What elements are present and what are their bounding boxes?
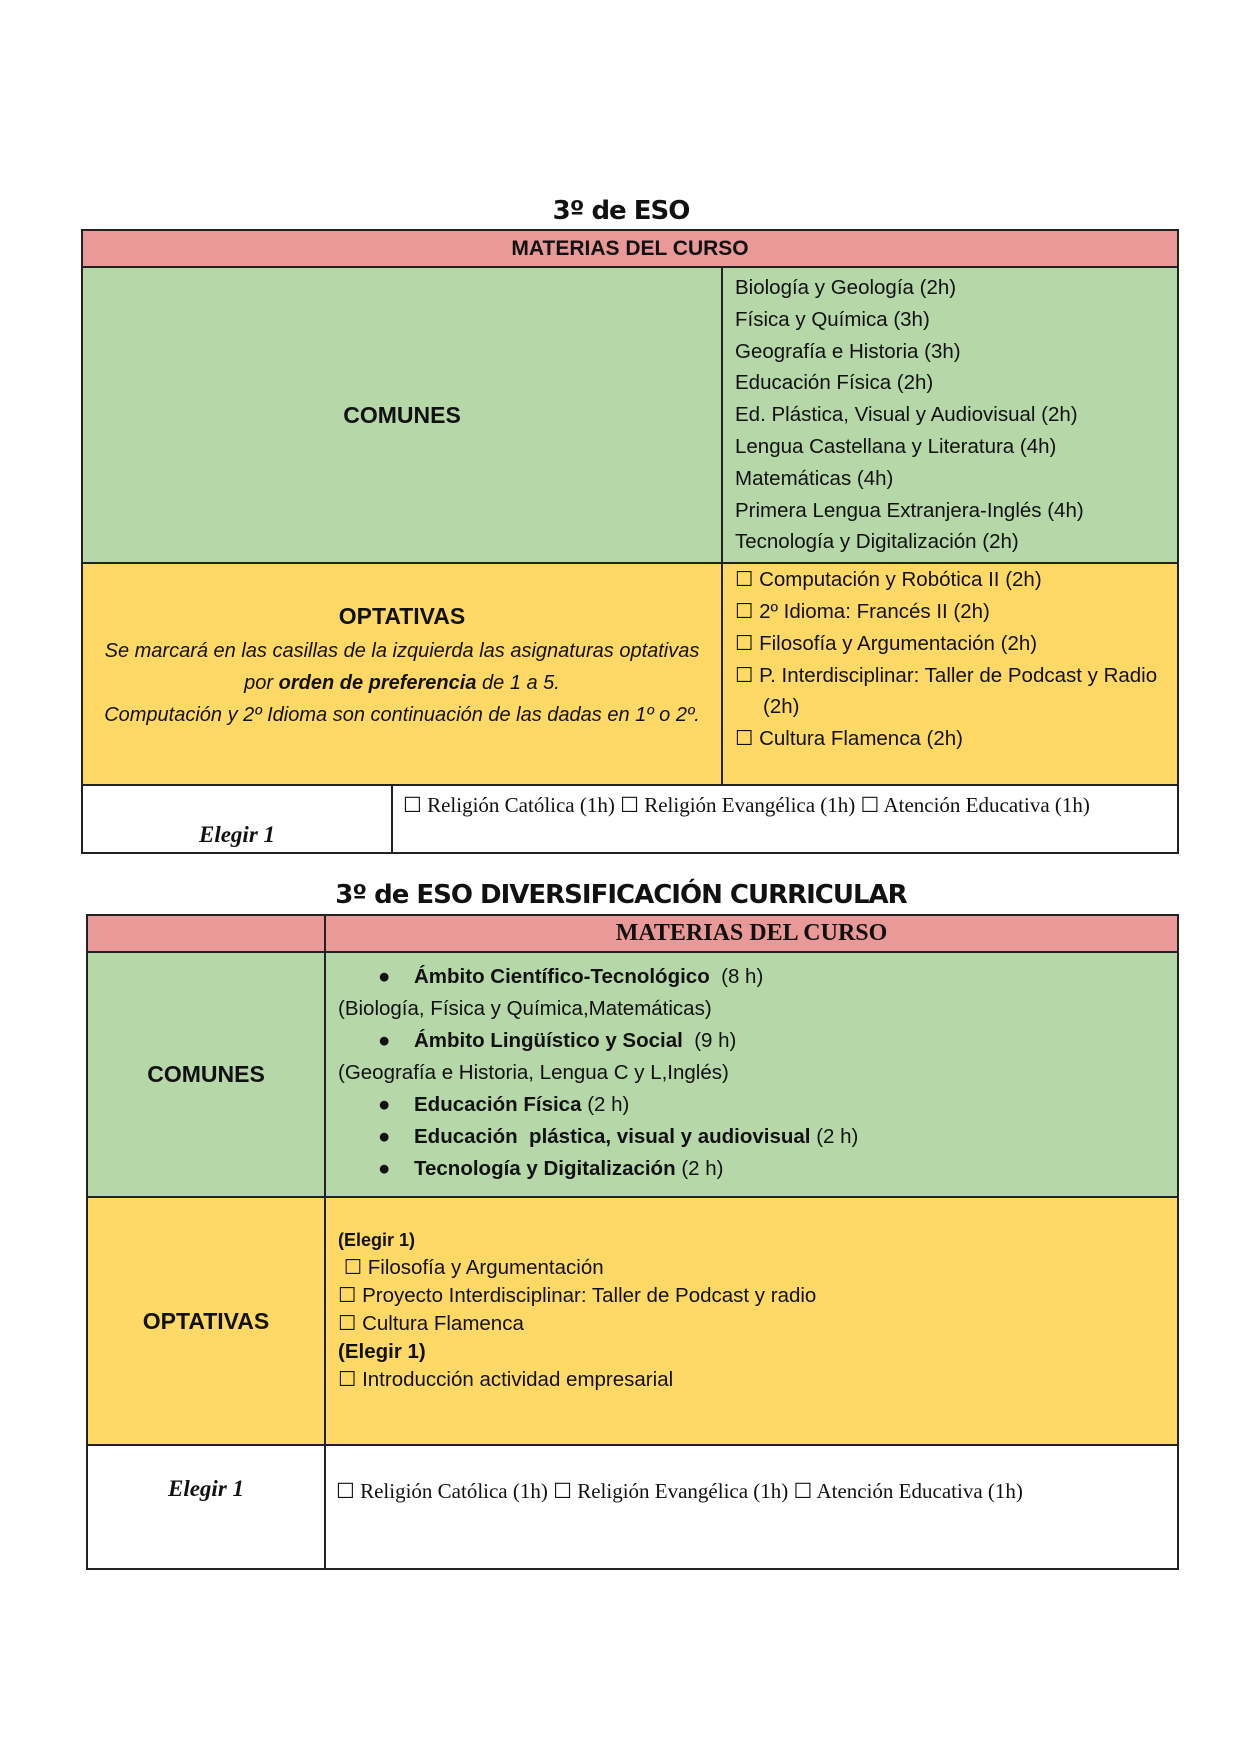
optativa-checkbox-item[interactable]: ☐ Cultura Flamenca (2h) xyxy=(735,727,964,751)
optativa-checkbox-item[interactable]: ☐ P. Interdisciplinar: Taller de Podcast y Radio (2h) xyxy=(735,663,1158,719)
ambito-hours: (8 h) xyxy=(721,965,764,988)
note-text: Se marcará en las casillas de la izquierda las asignaturas optativas por xyxy=(104,640,700,695)
subject-name: Educación plástica, visual y audiovisual xyxy=(414,1125,811,1148)
optativa-checkbox-item[interactable]: ☐ Filosofía y Argumentación (2h) xyxy=(735,631,1038,655)
table1-header: MATERIAS DEL CURSO xyxy=(82,230,1178,267)
ambito-detail: (Biología, Física y Química,Matemáticas) xyxy=(338,997,712,1020)
table1-optativas-note-2: Computación y 2º Idioma son continuación de las dadas en 1º o 2º. xyxy=(104,704,700,727)
table1-elegir-label: Elegir 1 xyxy=(82,785,392,853)
subject-item xyxy=(338,1153,1165,1185)
table2-header: MATERIAS DEL CURSO xyxy=(325,915,1178,952)
table1-comunes-list xyxy=(722,267,1178,563)
table1-3eso xyxy=(81,229,1179,854)
ambito-detail: (Geografía e Historia, Lengua C y L,Inglés) xyxy=(338,1061,729,1084)
subject-item xyxy=(338,1121,1165,1153)
ambito-name: Ámbito Científico-Tecnológico xyxy=(414,965,710,988)
note-bold: orden de preferencia xyxy=(278,672,477,695)
table1-optativas-cell xyxy=(82,563,722,785)
table1-optativas-list xyxy=(722,563,1178,785)
bullet-icon: ● xyxy=(378,1125,391,1148)
optativa-checkbox-item[interactable]: ☐ Introducción actividad empresarial xyxy=(338,1368,674,1391)
subject-hours: (2 h) xyxy=(816,1125,859,1148)
subject-name: Tecnología y Digitalización xyxy=(414,1157,676,1180)
group-label: (Elegir 1) xyxy=(338,1340,426,1363)
subject-item xyxy=(338,1089,1165,1121)
table2-elegir-label: Elegir 1 xyxy=(87,1445,325,1569)
table2-title: 3º de ESO DIVERSIFICACIÓN CURRICULAR xyxy=(335,880,907,910)
ambito-hours: (9 h) xyxy=(694,1029,737,1052)
table2-comunes-list xyxy=(325,952,1178,1197)
bullet-icon: ● xyxy=(378,1029,391,1052)
optativa-checkbox-item[interactable]: ☐ Computación y Robótica II (2h) xyxy=(735,568,1042,592)
optativa-checkbox-item[interactable]: ☐ Filosofía y Argumentación xyxy=(338,1256,604,1279)
subject-item: Primera Lengua Extranjera-Inglés (4h) xyxy=(735,498,1084,522)
subject-item: Geografía e Historia (3h) xyxy=(735,339,961,363)
subject-item: Lengua Castellana y Literatura (4h) xyxy=(735,434,1057,458)
table1-title: 3º de ESO xyxy=(552,196,690,226)
subject-item: Matemáticas (4h) xyxy=(735,466,894,490)
note-text: de 1 a 5. xyxy=(476,672,560,695)
subject-hours: (2 h) xyxy=(587,1093,630,1116)
bullet-icon: ● xyxy=(378,1093,391,1116)
subject-item: Biología y Geología (2h) xyxy=(735,276,957,299)
optativa-checkbox-item[interactable]: ☐ 2º Idioma: Francés II (2h) xyxy=(735,599,990,623)
table2-comunes-label: COMUNES xyxy=(87,952,325,1197)
table2-header-empty xyxy=(87,915,325,952)
subject-hours: (2 h) xyxy=(681,1157,724,1180)
bullet-icon: ● xyxy=(378,965,391,988)
table2-elegir-options[interactable]: ☐ Religión Católica (1h) ☐ Religión Evangélica (1h) ☐ Atención Educativa (1h) xyxy=(325,1445,1178,1569)
table2-optativas-label: OPTATIVAS xyxy=(87,1197,325,1445)
optativa-checkbox-item[interactable]: ☐ Cultura Flamenca xyxy=(338,1312,524,1335)
optativa-checkbox-item[interactable]: ☐ Proyecto Interdisciplinar: Taller de Podcast y radio xyxy=(338,1284,817,1307)
table2-optativas-list xyxy=(325,1197,1178,1445)
table1-optativas-note xyxy=(95,635,709,699)
table1-comunes-label: COMUNES xyxy=(82,267,722,563)
subject-item: Educación Física (2h) xyxy=(735,371,934,395)
group-label: (Elegir 1) xyxy=(338,1230,416,1250)
subject-item: Ed. Plástica, Visual y Audiovisual (2h) xyxy=(735,403,1078,427)
ambito-item xyxy=(338,1025,1165,1057)
subject-name: Educación Física xyxy=(414,1093,582,1116)
subject-item: Física y Química (3h) xyxy=(735,307,930,331)
ambito-item xyxy=(338,961,1165,993)
table1-elegir-options[interactable]: ☐ Religión Católica (1h) ☐ Religión Evangélica (1h) ☐ Atención Educativa (1h) xyxy=(392,785,1178,853)
table1-optativas-label: OPTATIVAS xyxy=(338,603,466,630)
table2-diversificacion xyxy=(86,914,1179,1570)
subject-item: Tecnología y Digitalización (2h) xyxy=(735,530,1019,554)
bullet-icon: ● xyxy=(378,1157,391,1180)
ambito-name: Ámbito Lingüístico y Social xyxy=(414,1029,683,1052)
